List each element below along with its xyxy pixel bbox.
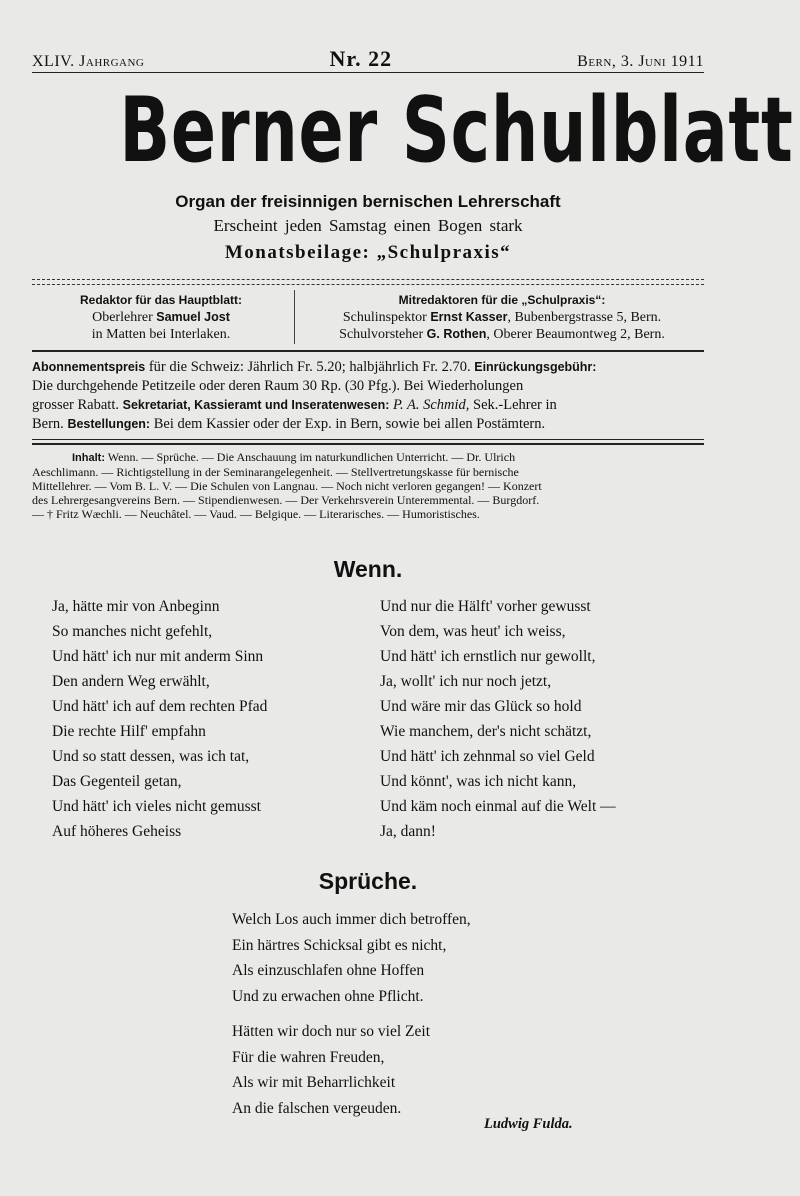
editor-main-line1: Oberlehrer Samuel Jost: [92, 310, 230, 325]
poem-line: Das Gegenteil getan,: [52, 773, 182, 790]
poem-line: So manches nicht gefehlt,: [52, 623, 213, 640]
poem-line: Und könnt', was ich nicht kann,: [380, 773, 577, 790]
poem-title-wenn: Wenn.: [333, 556, 403, 582]
poem-line: Und hätt' ich nur mit anderm Sinn: [52, 648, 264, 665]
editor-co-heading: Mitredaktoren für die „Schulpraxis“:: [398, 293, 606, 307]
poem-line: An die falschen vergeuden.: [232, 1099, 402, 1117]
table-of-contents: [32, 450, 704, 521]
contents-line1: Inhalt: Wenn. — Sprüche. — Die Anschauung im naturkundlichen Unterricht. — Dr. Ulrich: [72, 450, 516, 464]
poem-line: Ein härtres Schicksal gibt es nicht,: [232, 936, 447, 954]
sprueche-stanza-1: [232, 907, 632, 1009]
poem-line: Welch Los auch immer dich betroffen,: [232, 911, 471, 928]
poem-line: Ja, wollt' ich nur noch jetzt,: [380, 673, 552, 690]
editor-co: [300, 292, 704, 343]
contents-line4: des Lehrergesangvereins Bern. — Stipendienwesen. — Der Verkehrsverein Unteremmental. — Burgdorf.: [32, 493, 540, 507]
poem-line: Wie manchem, der's nicht schätzt,: [380, 723, 592, 740]
poem-line: Und so statt dessen, was ich tat,: [52, 748, 250, 765]
poem-line: Und hätt' ich auf dem rechten Pfad: [52, 698, 268, 715]
contents-line2: Aeschlimann. — Richtigstellung in der Seminarangelegenheit. — Stellvertretungskasse für bernische: [32, 465, 519, 479]
volume: XLIV. Jahrgang: [32, 53, 145, 70]
poem-line: Von dem, was heut' ich weiss,: [380, 623, 566, 640]
poem-line: Ja, dann!: [380, 823, 436, 840]
subscription-line2: Die durchgehende Petitzeile oder deren Raum 30 Rp. (30 Pfg.). Bei Wiederholungen: [32, 378, 524, 394]
poem-line: Als einzuschlafen ohne Hoffen: [232, 962, 425, 979]
editor-main-heading: Redaktor für das Hauptblatt:: [79, 293, 242, 307]
editor-co-line1: Schulinspektor Ernst Kasser, Bubenbergstrasse 5, Bern.: [342, 310, 662, 325]
sprueche-stanza-2: [232, 1019, 632, 1121]
subscription-info: [32, 358, 704, 434]
issue-line: [32, 46, 704, 72]
poem-line: Als wir mit Beharrlichkeit: [232, 1074, 396, 1091]
masthead-subtitle-organ: Organ der freisinnigen bernischen Lehrerschaft: [175, 192, 561, 211]
rule: [32, 443, 704, 445]
subscription-line1: Abonnementspreis für die Schweiz: Jährlich Fr. 5.20; halbjährlich Fr. 2.70. Einrückungsgebühr:: [32, 359, 597, 375]
contents-line3: Mittellehrer. — Vom B. L. V. — Die Schulen von Langnau. — Noch nicht verloren gegangen! — Konzert: [32, 479, 542, 493]
masthead-title: Berner Schulblatt: [119, 78, 794, 183]
place-date: Bern, 3. Juni 1911: [577, 53, 704, 70]
dashed-rule: [32, 279, 704, 280]
editor-co-line2: Schulvorsteher G. Rothen, Oberer Beaumontweg 2, Bern.: [339, 327, 665, 342]
poem-line: Auf höheres Geheiss: [52, 823, 182, 840]
rule: [32, 439, 704, 440]
poem-line: Hätten wir doch nur so viel Zeit: [232, 1023, 431, 1040]
editor-main: [32, 292, 290, 343]
poem-wenn-left-column: [52, 594, 362, 844]
poem-line: Und hätt' ich zehnmal so viel Geld: [380, 748, 595, 765]
poem-line: Den andern Weg erwählt,: [52, 673, 210, 690]
contents-line5: — † Fritz Wæchli. — Neuchâtel. — Vaud. — Belgique. — Literarisches. — Humoristisches.: [32, 507, 480, 521]
poem-line: Und hätt' ich vieles nicht gemusst: [52, 798, 261, 815]
poem-line: Die rechte Hilf' empfahn: [52, 723, 206, 740]
masthead-subtitle-supplement: Monatsbeilage: „Schulpraxis“: [224, 242, 512, 263]
poem-wenn-right-column: [380, 594, 700, 844]
poem-line: Und hätt' ich ernstlich nur gewollt,: [380, 648, 596, 665]
poem-line: Und wäre mir das Glück so hold: [380, 698, 582, 715]
subscription-line3: grosser Rabatt. Sekretariat, Kassieramt und Inseratenwesen: P. A. Schmid, Sek.-Lehrer in: [32, 397, 557, 413]
rule: [32, 350, 704, 352]
poem-line: Für die wahren Freuden,: [232, 1048, 385, 1066]
poem-title-sprueche: Sprüche.: [318, 868, 418, 894]
poem-author: Ludwig Fulda.: [484, 1116, 573, 1132]
poem-line: Und nur die Hälft' vorher gewusst: [380, 598, 591, 615]
editor-main-line2: in Matten bei Interlaken.: [91, 327, 231, 342]
subscription-line4: Bern. Bestellungen: Bei dem Kassier oder der Exp. in Bern, sowie bei allen Postämtern.: [32, 416, 546, 432]
rule: [32, 72, 704, 73]
poem-line: Ja, hätte mir von Anbeginn: [52, 598, 220, 615]
poem-line: Und käm noch einmal auf die Welt —: [380, 798, 616, 815]
masthead-subtitle-schedule: Erscheint jeden Samstag einen Bogen stark: [213, 216, 523, 235]
issue-number: Nr. 22: [329, 46, 393, 71]
dashed-rule: [32, 284, 704, 285]
poem-line: Und zu erwachen ohne Pflicht.: [232, 987, 424, 1005]
editor-separator: [294, 290, 295, 344]
